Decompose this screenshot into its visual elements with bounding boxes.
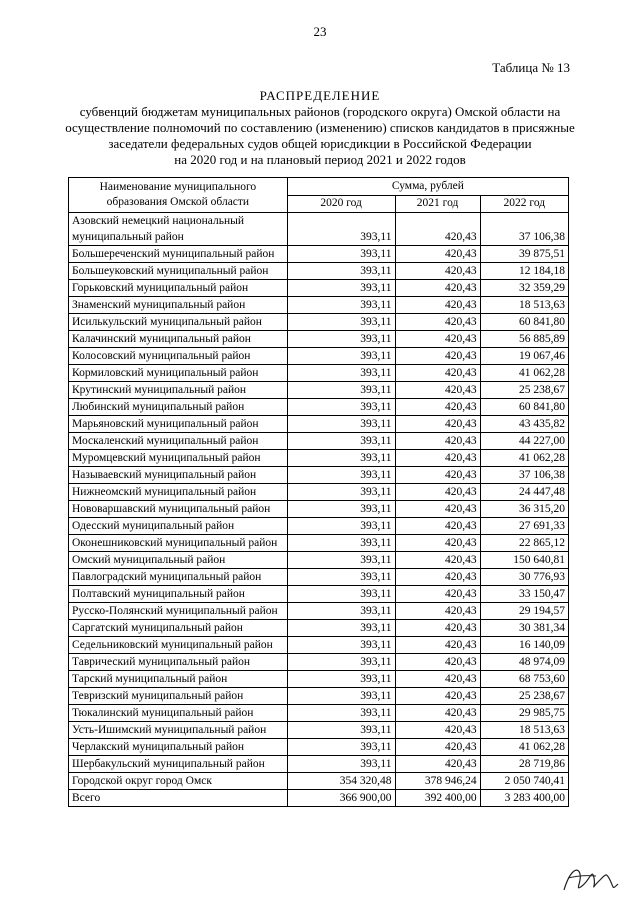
page-number: 23 <box>313 24 327 39</box>
amount-2022: 41 062,28 <box>480 450 568 467</box>
amount-2020: 393,11 <box>287 637 395 654</box>
amount-2021: 420,43 <box>395 399 480 416</box>
amount-2021: 420,43 <box>395 722 480 739</box>
municipality-name: Павлоградский муниципальный район <box>69 569 288 586</box>
municipality-name: Саргатский муниципальный район <box>69 620 288 637</box>
amount-2020: 393,11 <box>287 722 395 739</box>
municipality-name: Москаленский муниципальный район <box>69 433 288 450</box>
municipality-name: Полтавский муниципальный район <box>69 586 288 603</box>
table-row <box>69 365 569 382</box>
amount-2022: 43 435,82 <box>480 416 568 433</box>
amount-2020: 393,11 <box>287 756 395 773</box>
document-heading <box>60 88 580 168</box>
signature-icon <box>560 860 620 896</box>
table-row <box>69 484 569 501</box>
municipality-name: Любинский муниципальный район <box>69 399 288 416</box>
amount-2020: 393,11 <box>287 331 395 348</box>
municipality-name: Большеуковский муниципальный район <box>69 263 288 280</box>
amount-2020: 393,11 <box>287 569 395 586</box>
table-row <box>69 433 569 450</box>
document-title: РАСПРЕДЕЛЕНИЕ <box>259 88 381 103</box>
amount-2022: 24 447,48 <box>480 484 568 501</box>
amount-2020: 393,11 <box>287 518 395 535</box>
table-row <box>69 535 569 552</box>
municipality-name: Муромцевский муниципальный район <box>69 450 288 467</box>
amount-2021: 420,43 <box>395 348 480 365</box>
amount-2020: 393,11 <box>287 280 395 297</box>
amount-2021: 420,43 <box>395 433 480 450</box>
amount-2022: 2 050 740,41 <box>480 773 568 790</box>
table-row <box>69 705 569 722</box>
municipality-name: Тюкалинский муниципальный район <box>69 705 288 722</box>
amount-2021: 420,43 <box>395 382 480 399</box>
table-row <box>69 331 569 348</box>
amount-2020: 393,11 <box>287 654 395 671</box>
municipality-name: Тевризский муниципальный район <box>69 688 288 705</box>
table-row <box>69 569 569 586</box>
municipality-name: Марьяновский муниципальный район <box>69 416 288 433</box>
amount-2022: 41 062,28 <box>480 365 568 382</box>
municipality-name: Таврический муниципальный район <box>69 654 288 671</box>
amount-2021: 378 946,24 <box>395 773 480 790</box>
amount-2020: 393,11 <box>287 586 395 603</box>
amount-2021: 420,43 <box>395 552 480 569</box>
amount-2022: 29 985,75 <box>480 705 568 722</box>
amount-2020: 393,11 <box>287 705 395 722</box>
amount-2021: 392 400,00 <box>395 790 480 807</box>
amount-2022: 18 513,63 <box>480 297 568 314</box>
amount-2022: 37 106,38 <box>480 467 568 484</box>
amount-2021: 420,43 <box>395 705 480 722</box>
amount-2021: 420,43 <box>395 586 480 603</box>
municipality-name: Горьковский муниципальный район <box>69 280 288 297</box>
amount-2020: 393,11 <box>287 246 395 263</box>
amount-2021: 420,43 <box>395 331 480 348</box>
amount-2021: 420,43 <box>395 314 480 331</box>
amount-2021: 420,43 <box>395 756 480 773</box>
amount-2021: 420,43 <box>395 467 480 484</box>
amount-2022: 150 640,81 <box>480 552 568 569</box>
amount-2022: 25 238,67 <box>480 688 568 705</box>
municipality-name: Шербакульский муниципальный район <box>69 756 288 773</box>
amount-2021: 420,43 <box>395 297 480 314</box>
table-row <box>69 654 569 671</box>
municipality-name: Одесский муниципальный район <box>69 518 288 535</box>
amount-2022: 39 875,51 <box>480 246 568 263</box>
municipality-name: Седельниковский муниципальный район <box>69 637 288 654</box>
amount-2021: 420,43 <box>395 246 480 263</box>
table-row <box>69 348 569 365</box>
municipality-name: Оконешниковский муниципальный район <box>69 535 288 552</box>
amount-2020: 393,11 <box>287 739 395 756</box>
amount-2022: 60 841,80 <box>480 314 568 331</box>
municipality-name: Большереченский муниципальный район <box>69 246 288 263</box>
amount-2022: 33 150,47 <box>480 586 568 603</box>
table-row <box>69 297 569 314</box>
table-row <box>69 213 569 246</box>
amount-2021: 420,43 <box>395 365 480 382</box>
amount-2022: 25 238,67 <box>480 382 568 399</box>
amount-2020: 393,11 <box>287 348 395 365</box>
table-row <box>69 739 569 756</box>
amount-2021: 420,43 <box>395 688 480 705</box>
municipality-name: Русско-Полянский муниципальный район <box>69 603 288 620</box>
table-row <box>69 382 569 399</box>
municipality-name: Усть-Ишимский муниципальный район <box>69 722 288 739</box>
subtitle-line-2: осуществление полномочий по составлению (изменению) списков кандидатов в присяжные <box>65 120 575 135</box>
table-body <box>69 213 569 807</box>
amount-2021: 420,43 <box>395 501 480 518</box>
amount-2020: 393,11 <box>287 467 395 484</box>
amount-2020: 393,11 <box>287 484 395 501</box>
amount-2022: 27 691,33 <box>480 518 568 535</box>
table-row <box>69 552 569 569</box>
amount-2021: 420,43 <box>395 637 480 654</box>
municipality-name: Кормиловский муниципальный район <box>69 365 288 382</box>
table-row <box>69 450 569 467</box>
amount-2022: 41 062,28 <box>480 739 568 756</box>
table-row <box>69 246 569 263</box>
table-row <box>69 416 569 433</box>
amount-2020: 393,11 <box>287 382 395 399</box>
municipality-name: Нововаршавский муниципальный район <box>69 501 288 518</box>
municipality-name: Калачинский муниципальный район <box>69 331 288 348</box>
amount-2020: 393,11 <box>287 688 395 705</box>
amount-2020: 393,11 <box>287 213 395 246</box>
amount-2021: 420,43 <box>395 654 480 671</box>
amount-2022: 22 865,12 <box>480 535 568 552</box>
amount-2020: 366 900,00 <box>287 790 395 807</box>
amount-2022: 30 776,93 <box>480 569 568 586</box>
table-row <box>69 518 569 535</box>
amount-2020: 393,11 <box>287 603 395 620</box>
amount-2021: 420,43 <box>395 263 480 280</box>
table-row <box>69 501 569 518</box>
amount-2022: 60 841,80 <box>480 399 568 416</box>
table-row <box>69 688 569 705</box>
amount-2022: 48 974,09 <box>480 654 568 671</box>
amount-2021: 420,43 <box>395 603 480 620</box>
table-row <box>69 280 569 297</box>
table-row <box>69 603 569 620</box>
amount-2020: 393,11 <box>287 416 395 433</box>
municipality-name: Городской округ город Омск <box>69 773 288 790</box>
amount-2022: 32 359,29 <box>480 280 568 297</box>
table-row <box>69 637 569 654</box>
amount-2020: 393,11 <box>287 552 395 569</box>
amount-2021: 420,43 <box>395 535 480 552</box>
amount-2020: 393,11 <box>287 433 395 450</box>
amount-2020: 393,11 <box>287 620 395 637</box>
table-row <box>69 671 569 688</box>
table-row <box>69 467 569 484</box>
amount-2021: 420,43 <box>395 518 480 535</box>
municipality-name: Крутинский муниципальный район <box>69 382 288 399</box>
amount-2022: 18 513,63 <box>480 722 568 739</box>
amount-2020: 393,11 <box>287 501 395 518</box>
municipality-name: Колосовский муниципальный район <box>69 348 288 365</box>
header-municipality: Наименование муниципального образования Омской области <box>69 178 288 213</box>
table-row <box>69 314 569 331</box>
amount-2020: 393,11 <box>287 535 395 552</box>
municipality-name: Знаменский муниципальный район <box>69 297 288 314</box>
table-row <box>69 586 569 603</box>
municipality-name: Называевский муниципальный район <box>69 467 288 484</box>
header-year-2020: 2020 год <box>287 195 395 213</box>
amount-2021: 420,43 <box>395 280 480 297</box>
amount-2020: 354 320,48 <box>287 773 395 790</box>
amount-2022: 44 227,00 <box>480 433 568 450</box>
header-year-2021: 2021 год <box>395 195 480 213</box>
header-sum: Сумма, рублей <box>287 178 568 196</box>
amount-2022: 3 283 400,00 <box>480 790 568 807</box>
municipality-name: Всего <box>69 790 288 807</box>
table-row <box>69 263 569 280</box>
amount-2021: 420,43 <box>395 620 480 637</box>
table-row <box>69 722 569 739</box>
amount-2021: 420,43 <box>395 484 480 501</box>
amount-2021: 420,43 <box>395 416 480 433</box>
table-row <box>69 620 569 637</box>
municipality-name: Нижнеомский муниципальный район <box>69 484 288 501</box>
subtitle-line-3: заседатели федеральных судов общей юрисдикции в Российской Федерации <box>108 136 532 151</box>
amount-2022: 28 719,86 <box>480 756 568 773</box>
amount-2020: 393,11 <box>287 297 395 314</box>
table-row <box>69 773 569 790</box>
amount-2021: 420,43 <box>395 213 480 246</box>
subtitle-line-4: на 2020 год и на плановый период 2021 и 2022 годов <box>174 152 466 167</box>
table-row <box>69 756 569 773</box>
municipality-name: Исилькульский муниципальный район <box>69 314 288 331</box>
amount-2021: 420,43 <box>395 569 480 586</box>
amount-2022: 12 184,18 <box>480 263 568 280</box>
amount-2022: 68 753,60 <box>480 671 568 688</box>
amount-2022: 36 315,20 <box>480 501 568 518</box>
table-row <box>69 399 569 416</box>
municipality-name: Черлакский муниципальный район <box>69 739 288 756</box>
amount-2022: 56 885,89 <box>480 331 568 348</box>
header-year-2022: 2022 год <box>480 195 568 213</box>
amount-2022: 29 194,57 <box>480 603 568 620</box>
amount-2021: 420,43 <box>395 450 480 467</box>
amount-2020: 393,11 <box>287 399 395 416</box>
amount-2020: 393,11 <box>287 263 395 280</box>
amount-2020: 393,11 <box>287 314 395 331</box>
amount-2021: 420,43 <box>395 739 480 756</box>
amount-2022: 37 106,38 <box>480 213 568 246</box>
subtitle-line-1: субвенций бюджетам муниципальных районов (городского округа) Омской области на <box>79 104 561 119</box>
table-label: Таблица № 13 <box>492 60 570 75</box>
municipality-name: Азовский немецкий национальный муниципальный район <box>69 213 288 246</box>
amount-2021: 420,43 <box>395 671 480 688</box>
municipality-name: Тарский муниципальный район <box>69 671 288 688</box>
amount-2020: 393,11 <box>287 671 395 688</box>
amount-2022: 16 140,09 <box>480 637 568 654</box>
table-row <box>69 790 569 807</box>
amount-2022: 19 067,46 <box>480 348 568 365</box>
amount-2022: 30 381,34 <box>480 620 568 637</box>
distribution-table <box>68 177 569 807</box>
amount-2020: 393,11 <box>287 450 395 467</box>
municipality-name: Омский муниципальный район <box>69 552 288 569</box>
amount-2020: 393,11 <box>287 365 395 382</box>
